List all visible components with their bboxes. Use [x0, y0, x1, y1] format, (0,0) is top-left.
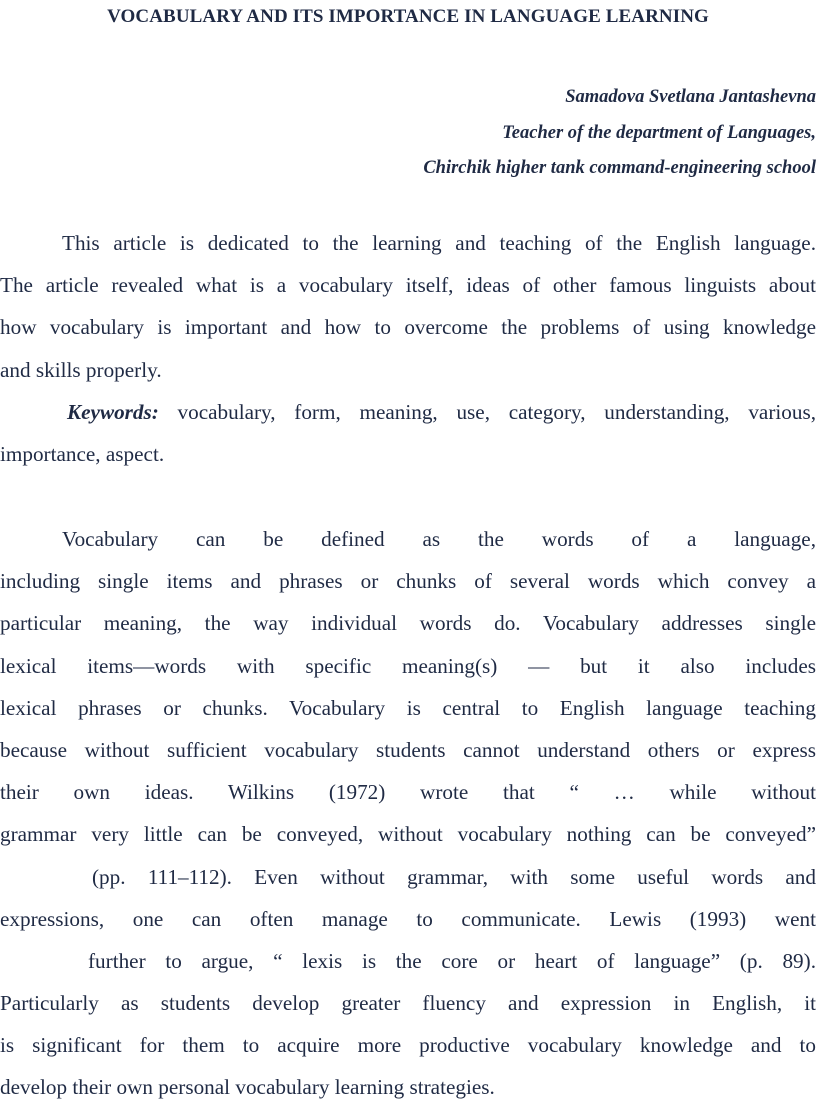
abstract-paragraph [0, 222, 816, 391]
body-paragraph [0, 518, 816, 1109]
body-line: grammar very little can be conveyed, without vocabulary nothing can be conveyed” [0, 822, 816, 847]
abstract-line: The article revealed what is a vocabulary itself, ideas of other famous linguists about [0, 273, 816, 298]
abstract-line: and skills properly. [0, 357, 162, 382]
body-line: Vocabulary can be defined as the words of a language, [62, 527, 816, 551]
keywords-paragraph [0, 391, 816, 475]
author-block [423, 80, 816, 187]
author-name: Samadova Svetlana Jantashevna [565, 87, 816, 107]
body-line: because without sufficient vocabulary students cannot understand others or express [0, 737, 816, 762]
abstract-line: how vocabulary is important and how to overcome the problems of using knowledge [0, 315, 816, 340]
body-line: further to argue, “ lexis is the core or heart of language” (p. 89). [88, 948, 816, 973]
body-line: develop their own personal vocabulary learning strategies. [0, 1075, 495, 1100]
body-line: is significant for them to acquire more productive vocabulary knowledge and to [0, 1033, 816, 1058]
body-line: including single items and phrases or chunks of several words which convey a [0, 569, 816, 594]
keywords-line [0, 391, 816, 433]
keywords-line: importance, aspect. [0, 442, 165, 467]
body-line: (pp. 111–112). Even without grammar, with some useful words and [92, 864, 816, 889]
body-line: expressions, one can often manage to communicate. Lewis (1993) went [0, 906, 816, 931]
body-line: lexical items—words with specific meaning(s) — but it also includes [0, 653, 816, 678]
article-title: VOCABULARY AND ITS IMPORTANCE IN LANGUAGE LEARNING [107, 6, 709, 27]
body-line: particular meaning, the way individual words do. Vocabulary addresses single [0, 611, 816, 636]
keywords-list: vocabulary, form, meaning, use, category, understanding, various, [158, 400, 816, 424]
abstract-line: This article is dedicated to the learning and teaching of the English language. [62, 231, 816, 255]
keywords-label: Keywords: [67, 400, 159, 424]
body-line: lexical phrases or chunks. Vocabulary is central to English language teaching [0, 695, 816, 720]
author-institution: Chirchik higher tank command-engineering school [423, 158, 816, 178]
author-position: Teacher of the department of Languages, [502, 122, 816, 143]
body-line: their own ideas. Wilkins (1972) wrote that “ … while without [0, 780, 816, 805]
body-line: Particularly as students develop greater fluency and expression in English, it [0, 991, 816, 1016]
